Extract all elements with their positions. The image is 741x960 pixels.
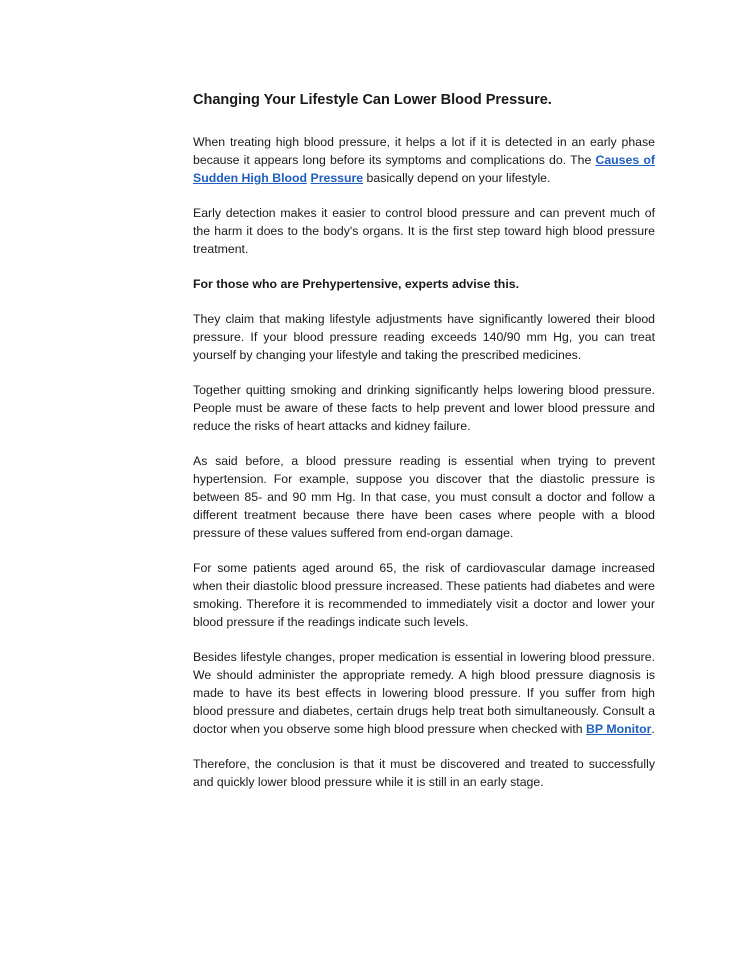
paragraph-intro — [193, 133, 655, 187]
pressure-link[interactable]: Pressure — [310, 171, 364, 185]
paragraph-lifestyle-adjustments: They claim that making lifestyle adjustments have significantly lowered their blood pressure. If your blood pressure reading exceeds 140/90 mm Hg, you can treat yourself by changing your lifestyle and taking the prescribed medicines. — [193, 312, 655, 362]
bp-monitor-link[interactable]: BP Monitor — [586, 722, 652, 736]
paragraph-intro-text-after: basically depend on your lifestyle. — [363, 171, 551, 185]
paragraph-intro-text-before: When treating high blood pressure, it helps a lot if it is detected in an early phase because it appears long before its symptoms and complications do. The — [193, 135, 655, 167]
title-period: . — [547, 92, 552, 108]
paragraph-readings: As said before, a blood pressure reading is essential when trying to prevent hypertension. For example, suppose you discover that the diastolic pressure is between 85- and 90 mm Hg. In that case, you must consult a doctor and follow a different treatment because there have been cases where people with a blood pressure of these values suffered from end-organ damage. — [193, 454, 655, 540]
paragraph-early-detection: Early detection makes it easier to control blood pressure and can prevent much of the harm it does to the body's organs. It is the first step toward high blood pressure treatment. — [193, 206, 655, 256]
paragraph-medication — [193, 648, 655, 738]
title-text: Changing Your Lifestyle Can Lower Blood Pressure — [193, 92, 548, 108]
paragraph-smoking-drinking: Together quitting smoking and drinking significantly helps lowering blood pressure. People must be aware of these facts to help prevent and lower blood pressure and reduce the risks of heart attacks and kidney failure. — [193, 383, 655, 433]
page-title — [193, 88, 655, 112]
paragraph-patients-65: For some patients aged around 65, the risk of cardiovascular damage increased when their diastolic blood pressure increased. These patients had diabetes and were smoking. Therefore it is recommended to immediately visit a doctor and lower your blood pressure if the readings indicate such levels. — [193, 561, 655, 629]
paragraph-medication-text-after: . — [651, 722, 655, 736]
paragraph-conclusion: Therefore, the conclusion is that it must be discovered and treated to successfully and quickly lower blood pressure while it is still in an early stage. — [193, 757, 655, 789]
document-page — [193, 88, 655, 808]
paragraph-medication-text-before: Besides lifestyle changes, proper medication is essential in lowering blood pressure. We should administer the appropriate remedy. A high blood pressure diagnosis is made to have its best effects in lowering blood pressure. If you suffer from high blood pressure and diabetes, certain drugs help treat both simultaneously. Consult a doctor when you observe some high blood pressure when checked with — [193, 650, 655, 736]
section-subheading: For those who are Prehypertensive, experts advise this. — [193, 277, 519, 291]
causes-link[interactable]: Causes of Sudden High Blood — [193, 153, 655, 185]
